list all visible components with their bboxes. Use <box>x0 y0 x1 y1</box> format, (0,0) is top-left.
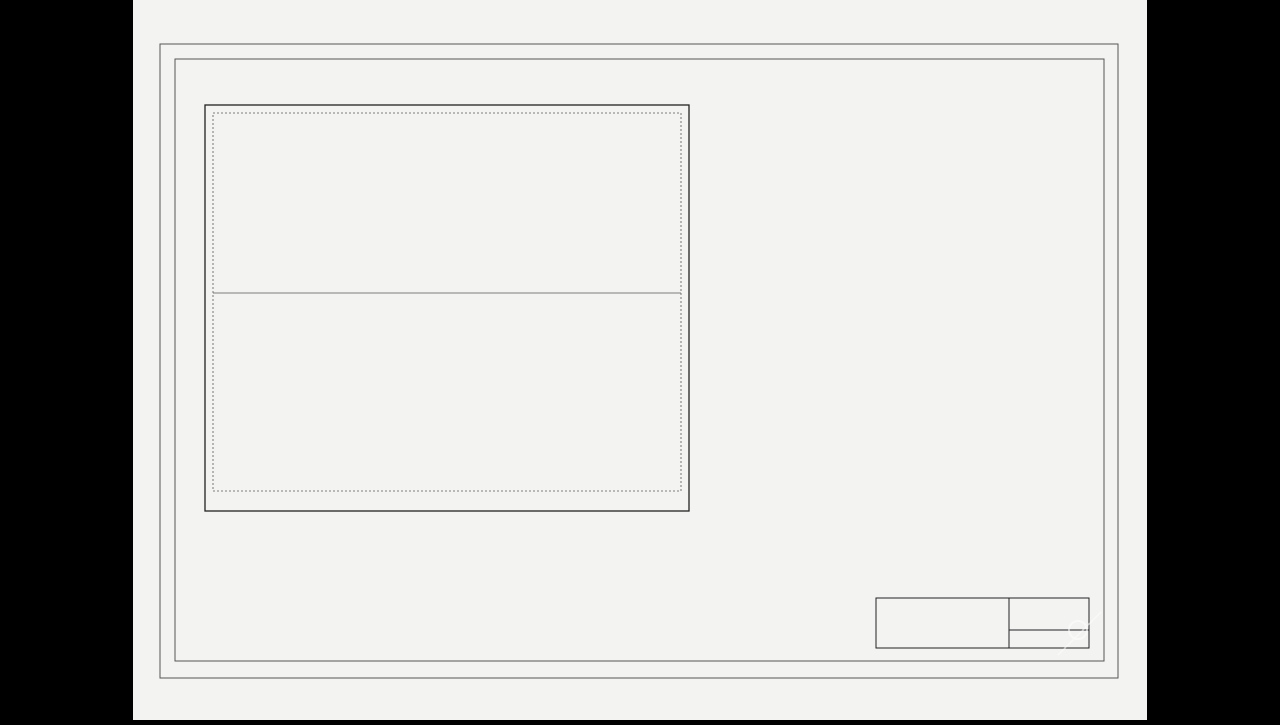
title-block <box>876 598 1089 648</box>
cabinet-box <box>205 105 689 511</box>
inner-frame <box>175 59 1104 661</box>
watermark-logo <box>1058 612 1101 655</box>
drawing-sheet <box>133 0 1147 720</box>
hoistway-section <box>213 113 681 293</box>
watermark-stroke <box>1058 612 1101 655</box>
wiring-diagram <box>133 0 1147 720</box>
traveling-section <box>213 293 681 491</box>
outer-frame <box>160 44 1118 678</box>
title-block-frame <box>876 598 1089 648</box>
